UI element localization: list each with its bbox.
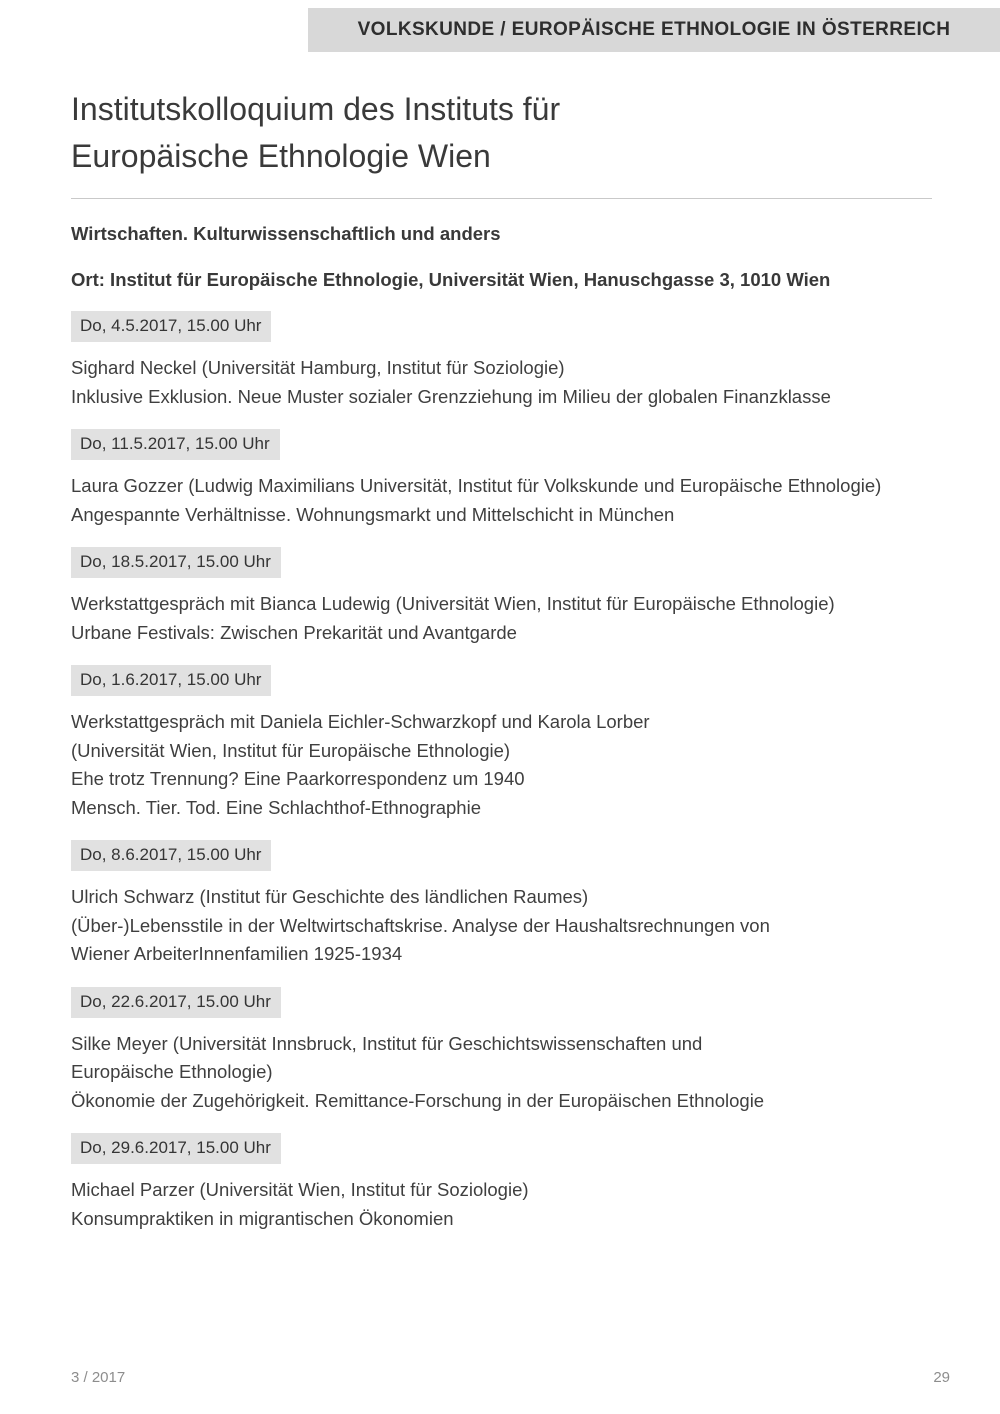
event-date-badge: Do, 4.5.2017, 15.00 Uhr [71, 311, 271, 342]
event-text-line: (Über-)Lebensstile in der Weltwirtschaftskrise. Analyse der Haushaltsrechnungen von [71, 914, 770, 936]
page-title [71, 86, 932, 180]
event-text-line: Ökonomie der Zugehörigkeit. Remittance-Forschung in der Europäischen Ethnologie [71, 1089, 765, 1111]
event-entry [71, 311, 932, 411]
series-subtitle: Wirtschaften. Kulturwissenschaftlich und anders [71, 223, 501, 244]
event-text-line: Sighard Neckel (Universität Hamburg, Institut für Soziologie) [71, 357, 565, 378]
event-date-badge: Do, 29.6.2017, 15.00 Uhr [71, 1133, 281, 1164]
event-date-badge: Do, 11.5.2017, 15.00 Uhr [71, 429, 280, 460]
event-date-badge: Do, 1.6.2017, 15.00 Uhr [71, 665, 271, 696]
footer-issue: 3 / 2017 [71, 1369, 126, 1386]
event-entry [71, 840, 932, 969]
event-text-line: Mensch. Tier. Tod. Eine Schlachthof-Ethnographie [71, 796, 481, 818]
event-text-line: (Universität Wien, Institut für Europäische Ethnologie) [71, 739, 511, 761]
page-content [71, 86, 932, 1233]
event-date-badge: Do, 22.6.2017, 15.00 Uhr [71, 987, 281, 1018]
title-divider [71, 198, 932, 199]
event-date-badge: Do, 18.5.2017, 15.00 Uhr [71, 547, 281, 578]
page-footer [71, 1369, 950, 1386]
event-text-line: Werkstattgespräch mit Bianca Ludewig (Universität Wien, Institut für Europäische Ethnologie) [71, 593, 835, 614]
event-text-line: Angespannte Verhältnisse. Wohnungsmarkt und Mittelschicht in München [71, 503, 675, 525]
event-text-line: Silke Meyer (Universität Innsbruck, Institut für Geschichtswissenschaften und [71, 1032, 703, 1054]
event-text-line: Ulrich Schwarz (Institut für Geschichte des ländlichen Raumes) [71, 886, 589, 907]
event-text-line: Europäische Ethnologie) [71, 1061, 273, 1082]
event-text-line: Werkstattgespräch mit Daniela Eichler-Schwarzkopf und Karola Lorber [71, 711, 650, 732]
event-entry [71, 547, 932, 647]
event-text-line: Inklusive Exklusion. Neue Muster sozialer Grenzziehung im Milieu der globalen Finanzklasse [71, 385, 831, 407]
footer-page-number: 29 [933, 1369, 950, 1386]
section-banner: VOLKSKUNDE / EUROPÄISCHE ETHNOLOGIE IN ÖSTERREICH [308, 8, 1000, 52]
event-date-badge: Do, 8.6.2017, 15.00 Uhr [71, 840, 271, 871]
event-entry [71, 429, 932, 529]
event-entry [71, 1133, 932, 1233]
event-text-line: Urbane Festivals: Zwischen Prekarität und Avantgarde [71, 621, 517, 643]
page-title-line-2: Europäische Ethnologie Wien [71, 138, 491, 174]
page-title-line-1: Institutskolloquium des Instituts für [71, 91, 561, 127]
event-text-line: Laura Gozzer (Ludwig Maximilians Universität, Institut für Volkskunde und Europäische Ethnologie) [71, 475, 882, 496]
event-text-line: Michael Parzer (Universität Wien, Institut für Soziologie) [71, 1179, 529, 1200]
event-entry [71, 987, 932, 1116]
event-text-line: Konsumpraktiken in migrantischen Ökonomien [71, 1207, 454, 1229]
location-line: Ort: Institut für Europäische Ethnologie, Universität Wien, Hanuschgasse 3, 1010 Wien [71, 269, 831, 290]
event-text-line: Wiener ArbeiterInnenfamilien 1925-1934 [71, 943, 403, 964]
event-text-line: Ehe trotz Trennung? Eine Paarkorrespondenz um 1940 [71, 768, 525, 789]
event-entry [71, 665, 932, 822]
